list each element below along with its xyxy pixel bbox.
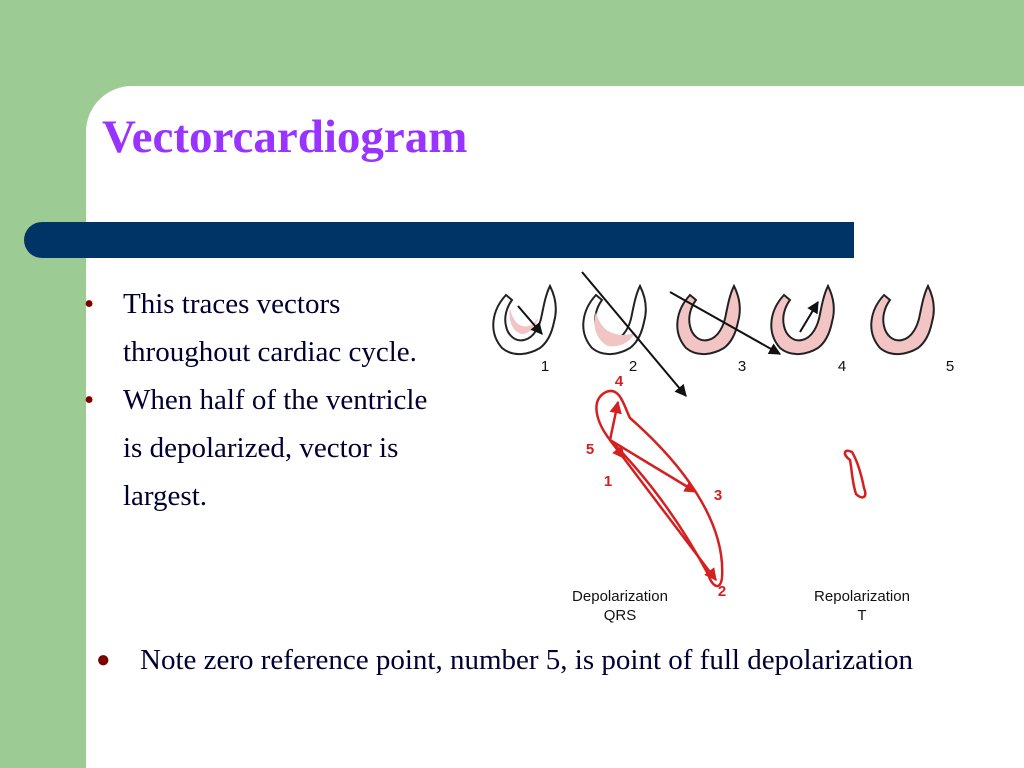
heart-label-4: 4 — [837, 358, 847, 375]
loop-label-4: 4 — [614, 373, 624, 390]
heart-label-5: 5 — [945, 358, 955, 375]
bullet-item-1 — [84, 280, 444, 376]
loop-label-2: 2 — [717, 583, 727, 600]
heart-diagram-5 — [871, 286, 934, 354]
bullet-dot: • — [84, 288, 95, 320]
heart-label-2: 2 — [628, 358, 638, 375]
bullet-dot: • — [84, 384, 95, 416]
t-loop — [845, 451, 865, 498]
t-caption: T — [857, 607, 867, 624]
bottom-bullet-text: Note zero reference point, number 5, is point of full depolarization — [140, 644, 914, 676]
heart-label-3: 3 — [737, 358, 747, 375]
bullet-item-2 — [84, 376, 444, 520]
qrs-caption: QRS — [603, 607, 637, 624]
loop-vector-4 — [610, 402, 618, 440]
bullet-text-1: This traces vectors throughout cardiac cycle. — [123, 288, 417, 368]
repolarization-caption: Repolarization — [814, 588, 910, 605]
slide-title: Vectorcardiogram — [102, 111, 468, 163]
heart-diagram-2 — [583, 286, 646, 354]
bottom-bullet-item — [96, 640, 926, 680]
heart-diagram-1 — [493, 286, 556, 354]
bullet-list — [84, 280, 444, 520]
depolarization-caption: Depolarization — [572, 588, 668, 605]
bullet-text-2: When half of the ventricle is depolarized, vector is largest. — [123, 384, 428, 512]
loop-label-5: 5 — [585, 441, 595, 458]
vectorcardiogram-figure — [450, 262, 980, 638]
heart-diagram-3 — [677, 286, 740, 354]
loop-label-1: 1 — [603, 473, 613, 490]
bullet-dot: ● — [96, 647, 111, 673]
heart-diagram-4 — [771, 286, 834, 354]
title-divider-bar — [24, 222, 854, 258]
loop-vector-3 — [610, 440, 696, 492]
loop-vector-2 — [610, 440, 716, 580]
loop-vector-1 — [610, 440, 624, 458]
heart-label-1: 1 — [540, 358, 550, 375]
loop-label-3: 3 — [713, 487, 723, 504]
